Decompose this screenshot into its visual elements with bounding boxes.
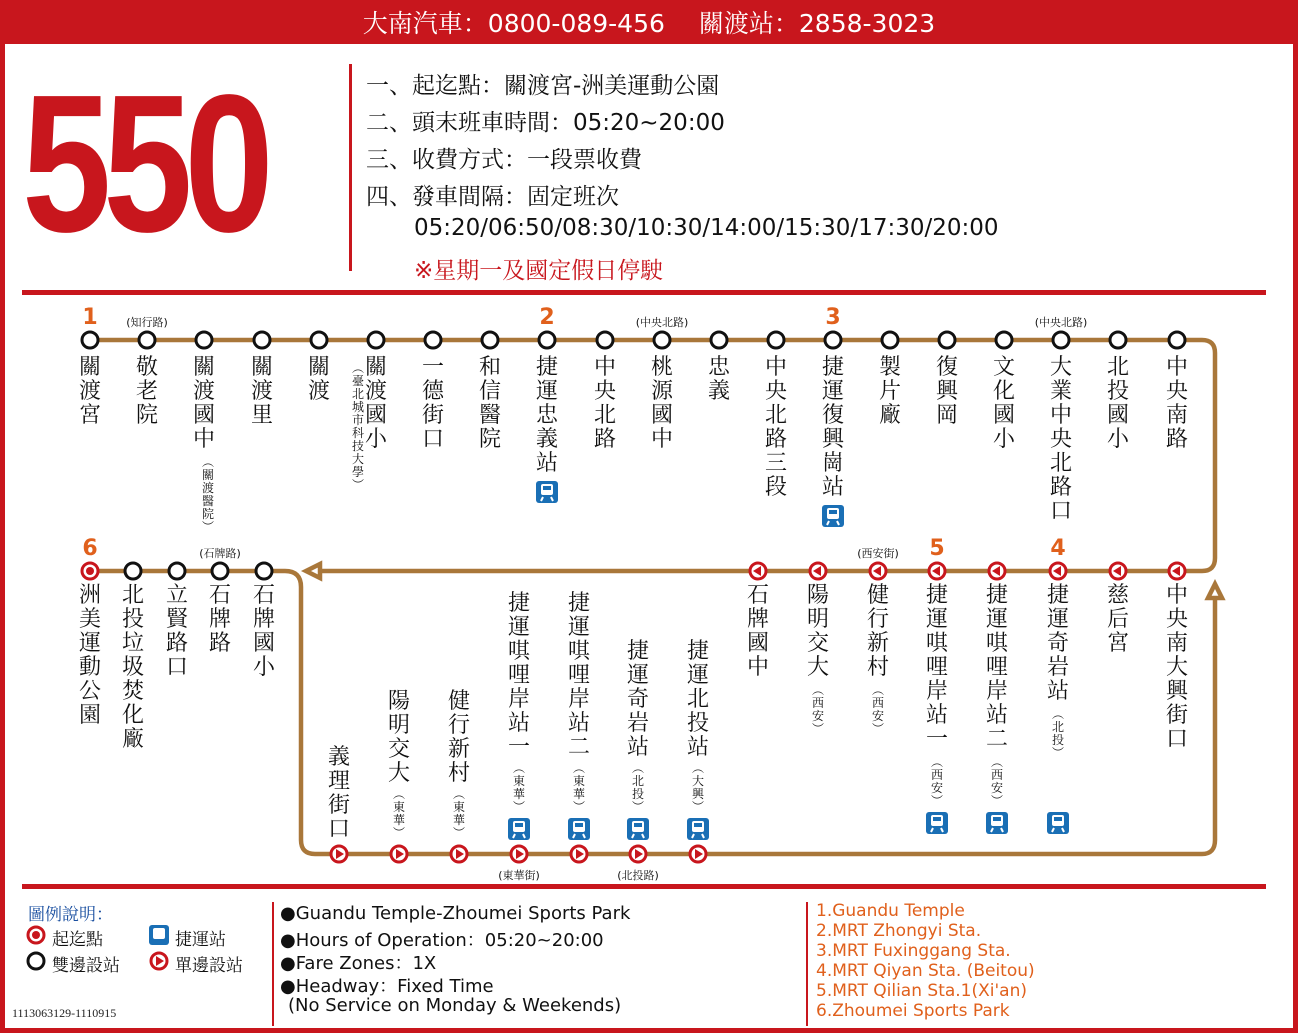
stop-name: 捷 運 唭 哩 岸 站 二 xyxy=(986,583,1009,752)
both-side-icon xyxy=(28,953,44,969)
mrt-station-icon xyxy=(822,505,844,527)
stop-subtitle: ︵ 西 安 ︶ xyxy=(990,755,1003,808)
legend-both: 雙邊設站 xyxy=(52,956,120,976)
right-marker xyxy=(630,846,646,862)
right-marker xyxy=(331,846,347,862)
left-marker xyxy=(1050,563,1066,579)
stop-name: 製 片 廠 xyxy=(879,355,902,428)
stop-name: 關 渡 國 中 xyxy=(193,355,216,452)
both-marker xyxy=(597,332,613,348)
stop-name: 中 央 北 路 三 段 xyxy=(765,355,788,500)
stop-subtitle: ︵ 西 安 ︶ xyxy=(930,755,943,808)
road-annotation: (中央北路) xyxy=(635,316,689,329)
both-marker xyxy=(654,332,670,348)
stop-name: 關 渡 里 xyxy=(251,355,274,428)
terminal-marker xyxy=(82,563,98,579)
info-line-4: 四、發車間隔：固定班次 xyxy=(366,184,619,210)
legend-one: 單邊設站 xyxy=(175,956,243,976)
both-marker xyxy=(311,332,327,348)
both-marker xyxy=(482,332,498,348)
stop-subtitle: ︵ 東 華 ︶ xyxy=(572,761,585,814)
stop-name: 文 化 國 小 xyxy=(993,355,1016,452)
stop-subtitle: ︵ 東 華 ︶ xyxy=(392,787,405,840)
english-line-5: (No Service on Monday & Weekends) xyxy=(288,995,622,1016)
stop-subtitle: ︵ 東 華 ︶ xyxy=(512,761,525,814)
road-annotation: (東華街) xyxy=(498,869,540,882)
station-phone: 關渡站：2858-3023 xyxy=(698,9,936,38)
company-phone: 大南汽車：0800-089-456 xyxy=(362,9,665,38)
stop-number: 1 xyxy=(82,305,98,330)
both-marker xyxy=(825,332,841,348)
legend-title: 圖例說明： xyxy=(28,905,113,925)
stop-name: 敬 老 院 xyxy=(136,355,159,428)
both-marker xyxy=(256,563,272,579)
document-code: 1113063129-1110915 xyxy=(12,1006,117,1020)
both-marker xyxy=(425,332,441,348)
departure-times: 05:20/06:50/08:30/10:30/14:00/15:30/17:30/20:00 xyxy=(414,215,999,241)
info-line-3: 三、收費方式：一段票收費 xyxy=(366,147,642,173)
both-marker xyxy=(1053,332,1069,348)
both-marker xyxy=(82,332,98,348)
stop-name: 一 德 街 口 xyxy=(422,355,445,452)
right-marker xyxy=(511,846,527,862)
stop-name: 北 投 垃 圾 焚 化 廠 xyxy=(122,583,145,752)
stop-name: 捷 運 復 興 崗 站 xyxy=(822,355,845,500)
stop-subtitle: ︵ 關 渡 醫 院 ︶ xyxy=(201,455,214,534)
mrt-station-icon xyxy=(1047,812,1069,834)
legend-divider-2 xyxy=(806,902,808,1026)
left-marker xyxy=(1110,563,1126,579)
stop-subtitle: ︵ 北 投 ︶ xyxy=(1051,707,1064,760)
right-marker xyxy=(571,846,587,862)
right-marker xyxy=(391,846,407,862)
stop-name: 關 渡 xyxy=(308,355,331,404)
stop-name: 中 央 南 路 xyxy=(1166,355,1189,452)
stop-subtitle: ︵ 臺 北 城 市 科 技 大 學 ︶ xyxy=(351,361,364,492)
english-line-4: ●Headway：Fixed Time xyxy=(280,976,494,997)
stop-name: 中 央 北 路 xyxy=(594,355,617,452)
stop-name: 健 行 新 村 xyxy=(448,689,471,786)
stop-name: 捷 運 唭 哩 岸 站 一 xyxy=(508,591,531,760)
mrt-station-icon xyxy=(926,812,948,834)
road-annotation: (北投路) xyxy=(617,869,659,882)
stop-number: 5 xyxy=(929,536,945,561)
service-note: ※星期一及國定假日停駛 xyxy=(414,258,664,284)
stop-subtitle: ︵ 西 安 ︶ xyxy=(811,683,824,736)
mrt-station-icon xyxy=(687,818,709,840)
left-marker xyxy=(1169,563,1185,579)
stop-number: 6 xyxy=(82,536,98,561)
stop-name: 石 牌 國 小 xyxy=(253,583,276,680)
right-marker xyxy=(690,846,706,862)
stop-subtitle: ︵ 東 華 ︶ xyxy=(452,787,465,840)
both-marker xyxy=(212,563,228,579)
both-marker xyxy=(711,332,727,348)
both-marker xyxy=(196,332,212,348)
stop-name: 捷 運 忠 義 站 xyxy=(536,355,559,476)
both-marker xyxy=(254,332,270,348)
road-annotation: (西安街) xyxy=(857,547,899,560)
stop-name: 關 渡 國 小 xyxy=(365,355,388,452)
both-marker xyxy=(1110,332,1126,348)
stop-name: 陽 明 交 大 xyxy=(807,583,830,680)
mrt-station-icon xyxy=(627,818,649,840)
english-line-2: ●Hours of Operation：05:20~20:00 xyxy=(280,930,604,951)
stop-name: 和 信 醫 院 xyxy=(479,355,502,452)
mrt-station-icon xyxy=(536,481,558,503)
both-marker xyxy=(125,563,141,579)
mrt-station-icon xyxy=(568,818,590,840)
both-marker xyxy=(939,332,955,348)
both-marker xyxy=(539,332,555,348)
english-stop-2: 2.MRT Zhongyi Sta. xyxy=(816,921,982,941)
english-line-3: ●Fare Zones：1X xyxy=(280,953,437,974)
right-marker xyxy=(451,846,467,862)
left-marker xyxy=(929,563,945,579)
stop-name: 大 業 中 央 北 路 口 xyxy=(1050,355,1073,524)
both-marker xyxy=(882,332,898,348)
stop-subtitle: ︵ 北 投 ︶ xyxy=(631,761,644,814)
stop-name: 陽 明 交 大 xyxy=(388,689,411,786)
left-marker xyxy=(810,563,826,579)
info-line-1: 一、起迄點：關渡宮-洲美運動公園 xyxy=(366,73,720,99)
stop-name: 義 理 街 口 xyxy=(328,745,351,842)
english-stop-1: 1.Guandu Temple xyxy=(816,901,965,921)
legend-mrt: 捷運站 xyxy=(175,930,226,950)
stop-name: 石 牌 路 xyxy=(209,583,232,656)
stop-subtitle: ︵ 西 安 ︶ xyxy=(871,683,884,736)
english-stop-3: 3.MRT Fuxinggang Sta. xyxy=(816,941,1011,961)
mrt-station-icon xyxy=(508,818,530,840)
both-marker xyxy=(768,332,784,348)
stop-name: 慈 后 宮 xyxy=(1107,583,1130,656)
left-marker xyxy=(750,563,766,579)
stop-name: 關 渡 宮 xyxy=(79,355,102,428)
both-marker xyxy=(139,332,155,348)
left-marker xyxy=(870,563,886,579)
stop-name: 捷 運 唭 哩 岸 站 二 xyxy=(568,591,591,760)
both-marker xyxy=(996,332,1012,348)
stop-name: 捷 運 北 投 站 xyxy=(687,639,710,760)
stop-name: 石 牌 國 中 xyxy=(747,583,770,680)
english-stop-4: 4.MRT Qiyan Sta. (Beitou) xyxy=(816,961,1035,981)
stop-number: 2 xyxy=(539,305,555,330)
both-marker xyxy=(368,332,384,348)
stop-name: 復 興 岡 xyxy=(936,355,959,428)
stop-name: 捷 運 奇 岩 站 xyxy=(1047,583,1070,704)
both-marker xyxy=(169,563,185,579)
info-line-2: 二、頭末班車時間：05:20~20:00 xyxy=(366,110,725,136)
legend-divider-1 xyxy=(272,902,274,1026)
road-annotation: (中央北路) xyxy=(1034,316,1088,329)
stop-number: 3 xyxy=(825,305,841,330)
stop-name: 北 投 國 小 xyxy=(1107,355,1130,452)
stop-name: 洲 美 運 動 公 園 xyxy=(79,583,102,728)
stop-number: 4 xyxy=(1050,536,1066,561)
stop-subtitle: ︵ 大 興 ︶ xyxy=(691,761,704,814)
stop-name: 立 賢 路 口 xyxy=(166,583,189,680)
mrt-station-icon xyxy=(986,812,1008,834)
road-annotation: (石牌路) xyxy=(199,547,241,560)
english-stop-5: 5.MRT Qilian Sta.1(Xi'an) xyxy=(816,981,1027,1001)
stop-name: 忠 義 xyxy=(708,355,731,404)
english-line-1: ●Guandu Temple-Zhoumei Sports Park xyxy=(280,903,631,924)
stop-name: 捷 運 唭 哩 岸 站 一 xyxy=(926,583,949,752)
road-annotation: (知行路) xyxy=(126,316,168,329)
stop-name: 中 央 南 大 興 街 口 xyxy=(1166,583,1189,752)
stop-name: 健 行 新 村 xyxy=(867,583,890,680)
both-marker xyxy=(1169,332,1185,348)
legend-terminal: 起迄點 xyxy=(52,930,103,950)
left-marker xyxy=(989,563,1005,579)
stop-name: 捷 運 奇 岩 站 xyxy=(627,639,650,760)
english-stop-6: 6.Zhoumei Sports Park xyxy=(816,1001,1010,1021)
route-number: 550 xyxy=(22,54,266,273)
stop-name: 桃 源 國 中 xyxy=(651,355,674,452)
